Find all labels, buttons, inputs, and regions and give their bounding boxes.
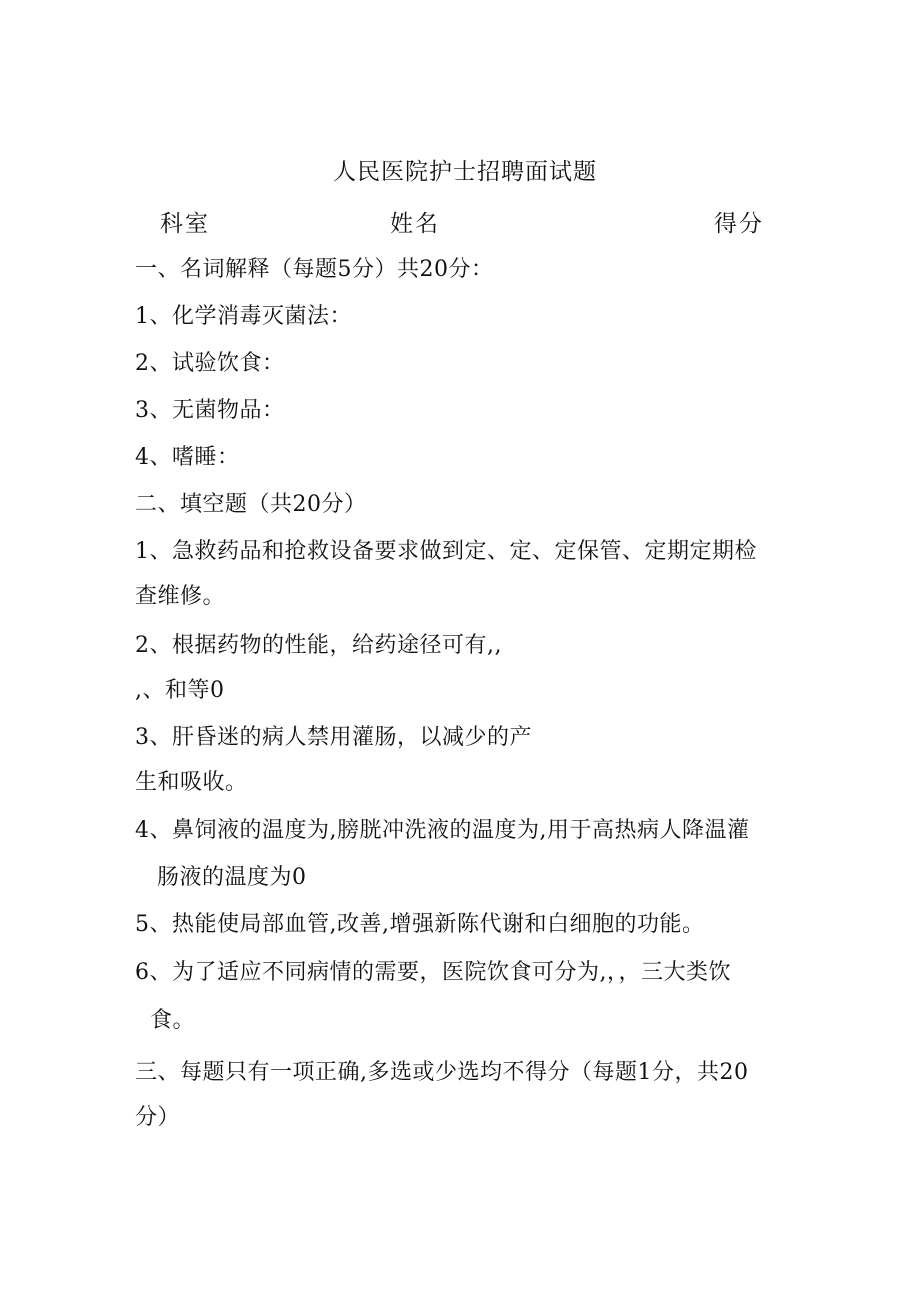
section2-line: 肠液的温度为0 <box>157 865 307 890</box>
name-label: 姓名 <box>390 211 440 237</box>
section2-heading: 二、填空题（共20分） <box>135 492 367 517</box>
section2-line: ,、和等0 <box>135 678 225 703</box>
section3-heading-continued: 分） <box>135 1105 181 1130</box>
section2-line: 4、鼻饲液的温度为,膀胱冲洗液的温度为,用于高热病人降温灌 <box>135 818 750 843</box>
section2-line: 生和吸收。 <box>135 770 248 795</box>
section2-line: 食。 <box>150 1008 196 1033</box>
section2-line: 3、肝昏迷的病人禁用灌肠，以减少的产 <box>135 725 532 750</box>
header-fields-row <box>0 205 920 237</box>
document-title: 人民医院护士招聘面试题 <box>333 159 597 185</box>
section2-line: 6、为了适应不同病情的需要，医院饮食可分为,，，三大类饮 <box>135 960 731 985</box>
section1-item: 1、化学消毒灭菌法： <box>135 304 352 329</box>
section2-line: 2、根据药物的性能，给药途径可有,, <box>135 633 502 658</box>
score-label: 得分 <box>714 211 764 237</box>
department-label: 科室 <box>160 211 210 237</box>
section2-line: 5、热能使局部血管,改善,增强新陈代谢和白细胞的功能。 <box>135 912 705 937</box>
section2-line: 1、急救药品和抢救设备要求做到定、定、定保管、定期定期检 <box>135 539 757 564</box>
section1-item: 2、试验饮食： <box>135 351 285 376</box>
section2-line: 查维修。 <box>135 584 226 609</box>
section3-heading: 三、每题只有一项正确,多选或少选均不得分（每题1分，共20 <box>135 1060 749 1085</box>
section1-item: 4、嗜睡： <box>135 445 240 470</box>
section1-item: 3、无菌物品： <box>135 398 285 423</box>
section1-heading: 一、名词解释（每题5分）共20分： <box>135 257 494 282</box>
